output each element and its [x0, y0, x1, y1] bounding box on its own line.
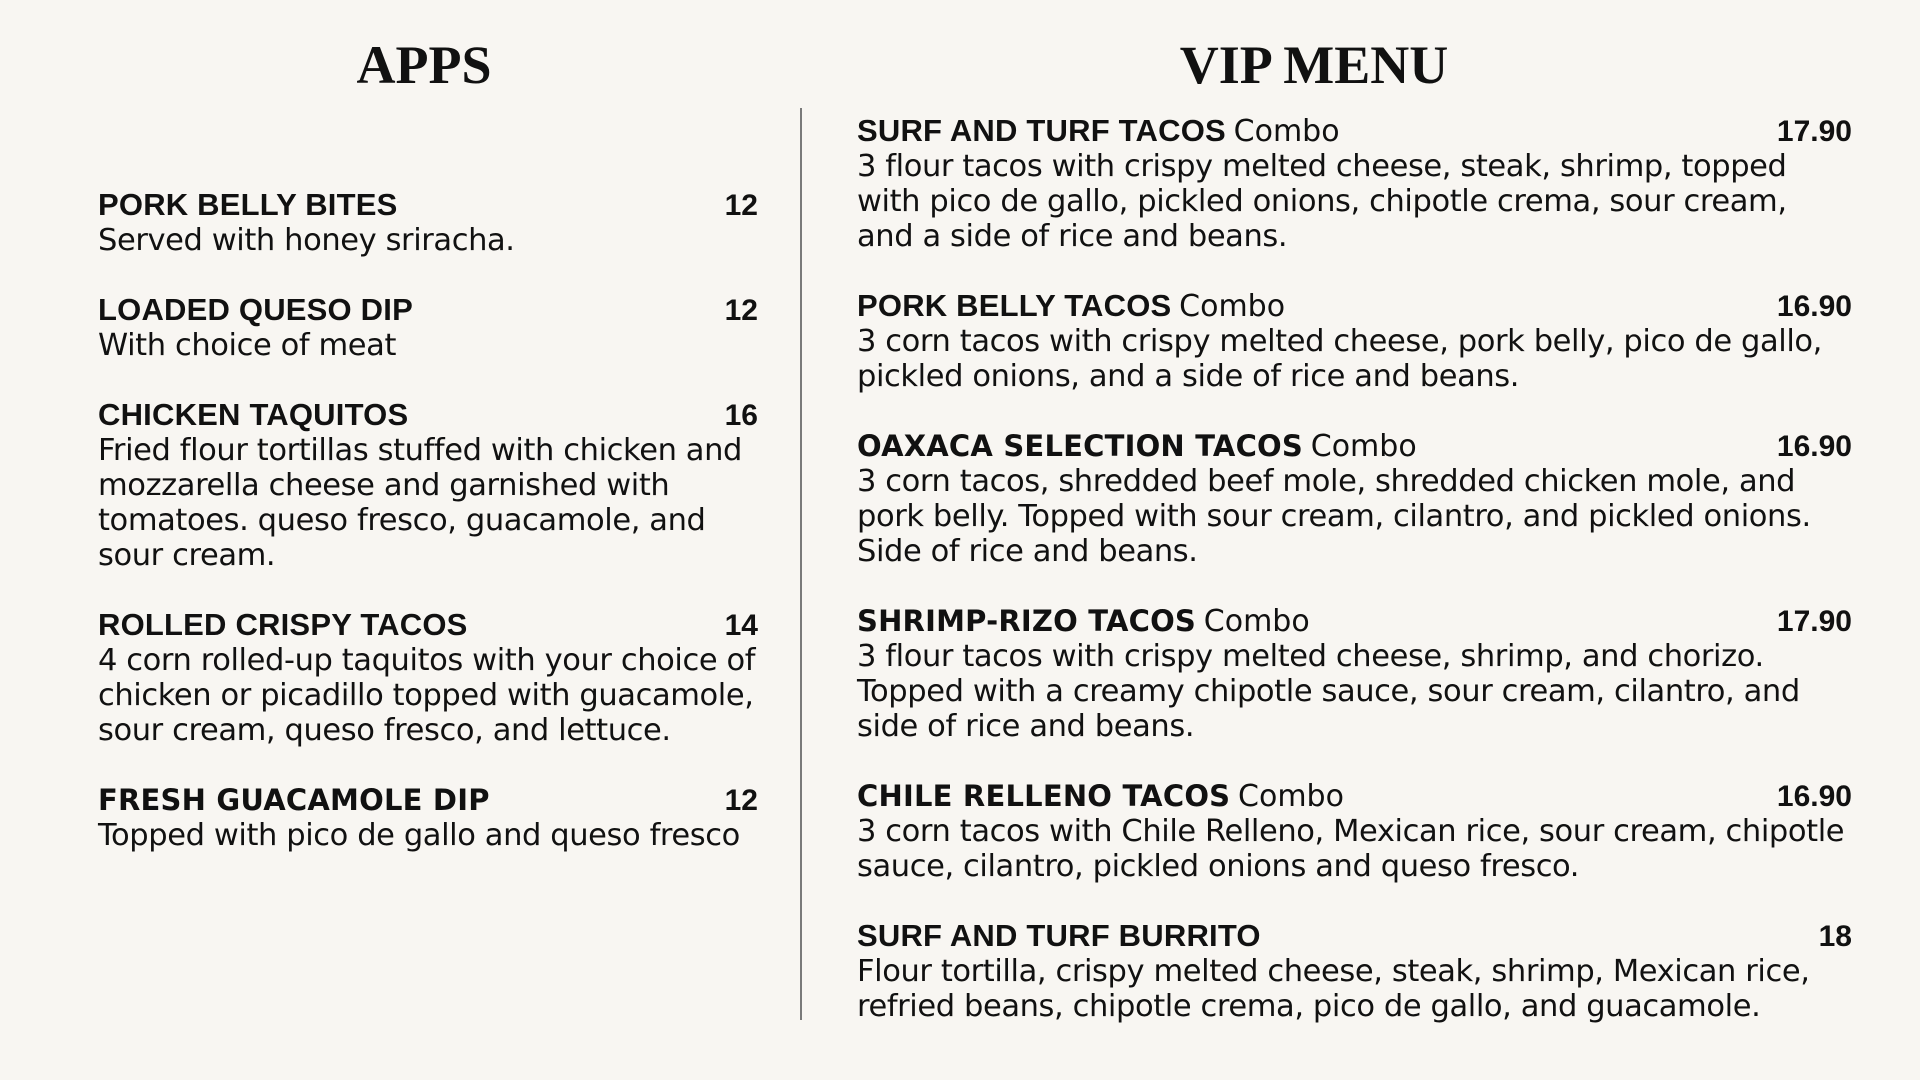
item-description: 3 flour tacos with crispy melted cheese, shrimp, and chorizo. Topped with a creamy chipotle sauce, sour cream, cilantro, and side of rice and beans. [857, 639, 1800, 744]
item-name: SURF AND TURF TACOS [857, 113, 1226, 148]
item-price: 17.90 [1776, 605, 1852, 638]
item-name: OAXACA SELECTION TACOS [857, 429, 1303, 463]
item-description: Topped with pico de gallo and queso fresco [98, 818, 740, 853]
menu-item [857, 778, 1852, 884]
item-description: Flour tortilla, crispy melted cheese, steak, shrimp, Mexican rice, refried beans, chipotle crema, pico de gallo, and guacamole. [857, 954, 1810, 1024]
item-description: Fried flour tortillas stuffed with chicken and mozzarella cheese and garnished with tomatoes. queso fresco, guacamole, and sour cream. [98, 433, 742, 573]
apps-title: APPS [356, 35, 492, 95]
vip-title: VIP MENU [1179, 35, 1449, 95]
item-suffix: Combo [1179, 289, 1286, 324]
item-name: CHICKEN TAQUITOS [98, 397, 409, 432]
menu-item [98, 187, 758, 258]
item-price: 16.90 [1776, 780, 1852, 813]
menu-item [98, 782, 758, 853]
item-price: 12 [724, 294, 758, 327]
item-description: 4 corn rolled-up taquitos with your choice of chicken or picadillo topped with guacamole, sour cream, queso fresco, and lettuce. [98, 643, 756, 748]
item-description: 3 flour tacos with crispy melted cheese, steak, shrimp, topped with pico de gallo, pickled onions, chipotle crema, sour cream, and a side of rice and beans. [857, 149, 1787, 254]
item-price: 17.90 [1776, 115, 1852, 148]
column-divider [800, 108, 802, 1020]
apps-item-list [98, 187, 758, 887]
menu-item [98, 397, 758, 573]
item-suffix: Combo [1203, 604, 1310, 639]
item-price: 14 [724, 609, 758, 642]
item-price: 16.90 [1776, 290, 1852, 323]
vip-item-list [857, 113, 1852, 1058]
menu-item [857, 603, 1852, 744]
item-name: PORK BELLY BITES [98, 187, 398, 222]
item-name: LOADED QUESO DIP [98, 292, 413, 327]
item-suffix: Combo [1233, 114, 1340, 149]
item-description: 3 corn tacos with Chile Relleno, Mexican rice, sour cream, chipotle sauce, cilantro, pickled onions and queso fresco. [857, 814, 1845, 884]
menu-item [98, 607, 758, 748]
menu-item [857, 288, 1852, 394]
item-name: PORK BELLY TACOS [857, 288, 1172, 323]
item-name: CHILE RELLENO TACOS [857, 779, 1231, 813]
item-price: 12 [724, 784, 758, 817]
menu-item [857, 113, 1852, 254]
item-price: 16.90 [1776, 430, 1852, 463]
item-price: 16 [724, 399, 758, 432]
item-description: 3 corn tacos with crispy melted cheese, pork belly, pico de gallo, pickled onions, and a side of rice and beans. [857, 324, 1822, 394]
item-suffix: Combo [1238, 779, 1344, 814]
item-description: Served with honey sriracha. [98, 223, 515, 258]
item-name: FRESH GUACAMOLE DIP [98, 783, 490, 817]
menu-item [857, 428, 1852, 569]
menu-item [98, 292, 758, 363]
item-description: 3 corn tacos, shredded beef mole, shredded chicken mole, and pork belly. Topped with sour cream, cilantro, and pickled onions. Side of rice and beans. [857, 464, 1811, 569]
item-name: ROLLED CRISPY TACOS [98, 607, 468, 642]
item-name: SURF AND TURF BURRITO [857, 918, 1261, 953]
item-description: With choice of meat [98, 328, 397, 363]
item-price: 12 [724, 189, 758, 222]
item-suffix: Combo [1310, 429, 1417, 464]
item-price: 18 [1818, 920, 1852, 953]
item-name: SHRIMP-RIZO TACOS [857, 604, 1197, 638]
menu-item [857, 918, 1852, 1024]
